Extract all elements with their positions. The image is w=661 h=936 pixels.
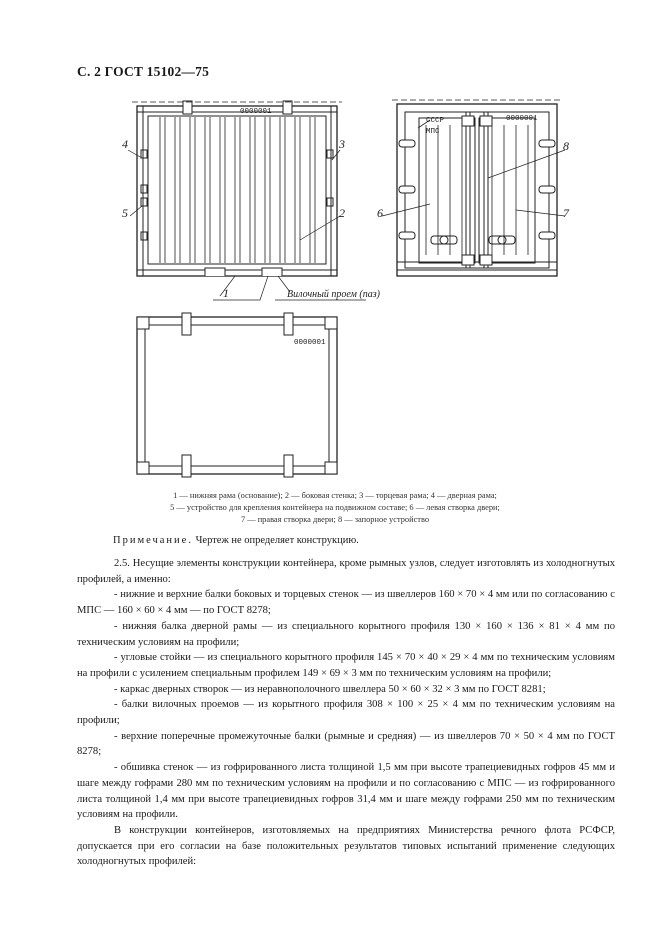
paragraph: - каркас дверных створок — из неравнополочного швеллера 50 × 60 × 32 × 3 мм по ГОСТ 8281;: [114, 683, 546, 695]
paragraph: - обшивка стенок — из гофрированного листа толщиной 1,5 мм при высоте трапециевидных гофров 45 мм и шаге между гофрами 280 мм по техническим условиям на профили и по согласованию с МПС — из гофрированного листа толщиной 1,4 мм при высоте трапециевидных гофров 31,4 мм и шаге между гофрами 250 мм по техническим условиям на профили.: [77, 762, 615, 821]
door-view: [382, 100, 565, 276]
mark-line-2: МПС: [426, 128, 440, 136]
callout-3: 3: [339, 137, 345, 151]
paragraph: - балки вилочных проемов — из корытного профиля 308 × 100 × 25 × 4 мм по техническим условиям на профили;: [77, 699, 615, 727]
paragraph: - верхние поперечные промежуточные балки (рымные и средняя) — из швеллеров 70 × 50 × 4 мм по ГОСТ 8278;: [77, 730, 615, 758]
side-serial-label: 0000001: [240, 108, 272, 116]
body-text: [77, 556, 615, 870]
callout-1: 1: [223, 286, 229, 300]
figure-note: [113, 535, 359, 546]
callout-7: 7: [563, 206, 569, 220]
callout-8: 8: [563, 139, 569, 153]
callout-5: 5: [122, 206, 128, 220]
mark-line-1: СССР: [426, 117, 445, 125]
paragraph: - нижняя балка дверной рамы — из специального корытного профиля 130 × 160 × 136 × 81 × 4 мм по техническим условиям на профили;: [77, 620, 615, 648]
fork-pocket-label: Вилочный проем (паз): [287, 289, 380, 300]
paragraph: В конструкции контейнеров, изготовляемых на предприятиях Министерства речного флота РСФСР, допускается при его согласии на базе положительных результатов типовых испытаний применение следующих холодногнутых профилей:: [77, 824, 615, 868]
legend-line-3: 7 — правая створка двери; 8 — запорное устройство: [240, 515, 430, 524]
legend-line-2: 5 — устройство для крепления контейнера на подвижном составе; 6 — левая створка двери;: [170, 503, 500, 512]
callout-4: 4: [122, 137, 128, 151]
callout-6: 6: [377, 206, 383, 220]
callout-2: 2: [339, 206, 345, 220]
paragraph: - нижние и верхние балки боковых и торцевых стенок — из швеллеров 160 × 70 × 4 мм или по согласованию с МПС — 160 × 60 × 4 мм — по ГОСТ 8278;: [77, 589, 615, 617]
page-header: С. 2 ГОСТ 15102—75: [77, 64, 210, 79]
note-text: Чертеж не определяет конструкцию.: [195, 535, 359, 546]
note-label: Примечание.: [113, 535, 193, 546]
side-view: [128, 101, 366, 300]
door-serial-label: 0000001: [506, 115, 538, 123]
figure-legend: [95, 490, 575, 526]
plan-view: [137, 313, 337, 477]
paragraph: 2.5. Несущие элементы конструкции контейнера, кроме рымных узлов, следует изготовлять из холодногнутых профилей, а именно:: [77, 558, 615, 585]
paragraph: - угловые стойки — из специального корытного профиля 145 × 70 × 40 × 29 × 4 мм по техническим условиям на профили с усилением специальным профилем 149 × 69 × 3 мм по техническим условиям на профили;: [77, 652, 615, 679]
legend-line-1: 1 — нижняя рама (основание); 2 — боковая стенка; 3 — торцевая рама; 4 — дверная рама;: [173, 491, 497, 500]
plan-serial-label: 0000001: [294, 339, 326, 347]
